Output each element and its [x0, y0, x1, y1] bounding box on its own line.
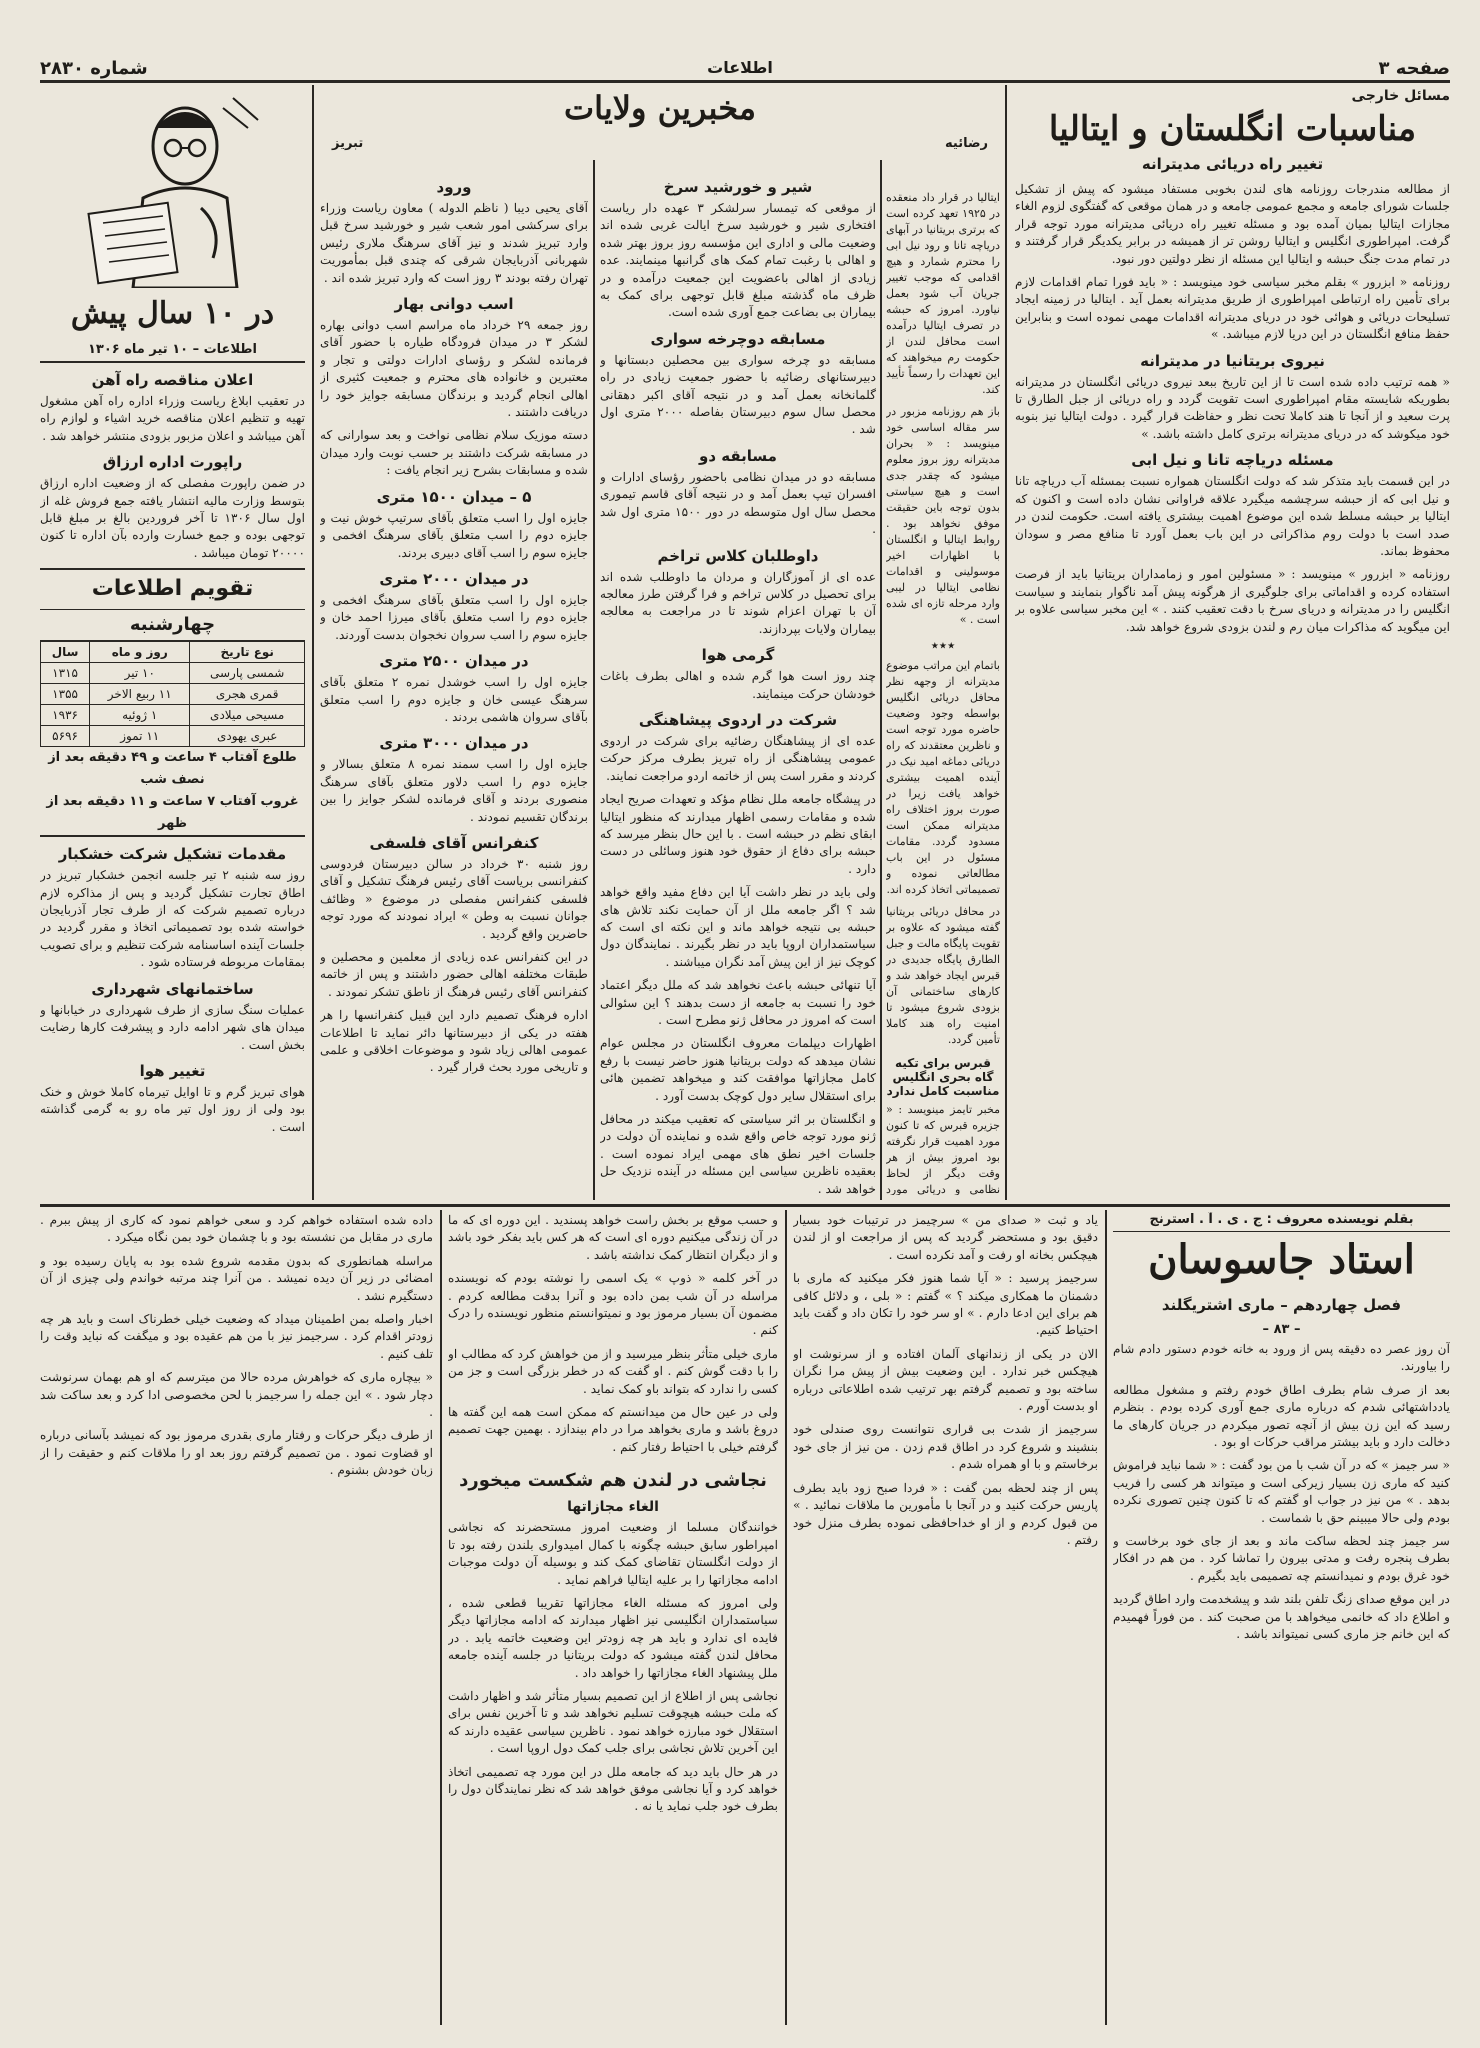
paragraph: در هر حال باید دید که جامعه ملل در این مورد چه تصمیمی اتخاذ خواهد کرد و آیا نجاشی موفق خواهد شد که نظر نمایندگان دول را بطرف خود جلب نماید یا نه . [448, 1764, 778, 1814]
column-divider [880, 160, 882, 1200]
paragraph: در این موقع صدای زنگ تلفن بلند شد و پیشخدمت وارد اطاق گردید و اطلاع داد که خانمی میخواهد با من صحبت کند . من فوراً فهمیدم که این خانم جز ماری کسی نمیتواند باشد . [1113, 1592, 1450, 1642]
paragraph: پس از چند لحظه بمن گفت : « فردا صبح زود باید بطرف پاریس حرکت کنید و در آنجا با مأمورین ما ملاقات نمائید . » من قبول کردم و از او خداحافظی نموده بطرف منزل خود رفتم . [793, 1480, 1098, 1547]
calendar-table [40, 641, 305, 747]
paragraph: جایزه اول را اسب سمند نمره ۸ متعلق بسالار و جایزه دوم را اسب دلاور متعلق بآقای سرهنگ منصوری بردند و آقای فرمانده لشکر جوایز را بین برندگان تقسیم نمودند . [320, 757, 588, 824]
serial-continuation-1 [793, 1212, 1098, 2032]
calendar-cell: ۱ ژوئیه [90, 705, 190, 726]
paragraph: و انگلستان بر اثر سیاستی که تعقیب میکند در محافل ژنو مورد توجه خاص واقع شده و نماینده آن دولت در جلسات اخیر نطق های مهمی ایراد نموده است . بعقیده ناظرین سیاسی این مسئله در آینده نزدیک حل خواهد شد . [600, 1112, 876, 1196]
paragraph: عده ای از آموزگاران و مردان ما داوطلب شده اند برای تحصیل در کلاس تراخم و فرا گرفتن طرز معالجه آن با تهران اعزام شوند تا در مراجعت به معالجه بیماران ولایات بپردازند. [600, 569, 876, 636]
serial-title: استاد جاسوسان [1148, 1236, 1415, 1283]
paragraph: در ضمن راپورت مفصلی که از وضعیت اداره ارزاق بتوسط وزارت مالیه انتشار یافته جمع فروش غله از اول سال ۱۳۰۶ تا آخر فروردین بالغ بر مبلغ قابل توجهی بوده و جمع خسارت وارده بآن اداره تا کنون ۲۰۰۰۰ تومان میباشد . [40, 476, 305, 560]
paragraph: روز شنبه ۳۰ خرداد در سالن دبیرستان فردوسی کنفرانسی بریاست آقای رئیس فرهنگ تشکیل و آقای فلسفی کنفرانس مفصلی در موضوع « وظائف جوانان نسبت به وطن » ایراد نمودند که مورد توجه حاضرین واقع گردید . [320, 856, 588, 941]
paragraph: از موقعی که تیمسار سرلشکر ۳ عهده دار ریاست افتخاری شیر و خورشید سرخ ایالت غربی شده اند وضعیت مالی و اداری این مؤسسه روز بروز بهتر شده و اهالی با رغبت تمام کمک های گرانبها مینمایند. عده زیادی از اهالی باعضویت این جمعیت درآمده و در ظرف ماه گذشته مبلغ قابل توجهی برای کمک به بیماران بی بضاعت جمع آوری شده است. [600, 201, 876, 320]
column-divider [1105, 1210, 1107, 2025]
paragraph: بعد از صرف شام بطرف اطاق خودم رفتم و مشغول مطالعه یادداشتهائی شدم که درباره ماری جمع آوری کرده بودم . بنظرم رسید که این زن بیش از آنچه تصور میکردم در جریان کارهای ما دخالت دارد و باید بیشتر مراقب حرکات او بود . [1113, 1382, 1450, 1450]
subhead: در میدان ۲۵۰۰ متری [379, 652, 529, 671]
paragraph: اظهارات دیپلمات معروف انگلستان در مجلس عوام نشان میدهد که دولت بریتانیا هنوز حاضر نیست با رفع کامل مجازاتها موافقت کند و میخواهد تضمین هائی برای استقلال سایر دول کوچک بدست آورد . [600, 1036, 876, 1103]
paragraph: روز سه شنبه ۲ تیر جلسه انجمن خشکبار تبریز در اطاق تجارت تشکیل گردید و پس از مذاکره لازم درباره تصمیم شرکت که از طرف تجار آذربایجان خواسته شده بود تصمیماتی اتخاذ و مقرر گردید در جلسات آینده اساسنامه شرکت تنظیم و برای تصویب بمقامات مربوطه فرستاده شود . [40, 868, 305, 970]
paragraph: سرجیمز از شدت بی قراری نتوانست روی صندلی خود بنشیند و شروع کرد در اطاق قدم زدن . من نیز از جای خود برخاستم و با او همراه شدم . [793, 1422, 1098, 1472]
subhead: مسابقه دو [699, 446, 777, 465]
paragraph: در این کنفرانس عده زیادی از معلمین و محصلین و طبقات مختلفه اهالی حضور داشتند و پس از خاتمه کنفرانس آقای رئیس فرهنگ از ناطق تشکر نمودند . [320, 950, 588, 999]
paragraph: باز هم روزنامه مزبور در سر مقاله اساسی خود مینویسد : « بحران مدیترانه روز بروز معلوم میشود که چقدر جدی است و هیچ سیاستی بدون توجه باین حقیقت موفق نخواهد بود . روابط ایتالیا و انگلستان با اظهارات اخیر موسولینی و اقدامات نظامی ایتالیا در لیبی وارد مرحله تازه ای شده است . » [886, 405, 1000, 626]
paragraph: هوای تبریز گرم و تا اوایل تیرماه کاملا خوش و خنک بود ولی از روز اول تیر ماه رو به گرمی گذاشته است . [40, 1084, 305, 1134]
paragraph: سرجیمز پرسید : « آیا شما هنوز فکر میکنید که ماری با دشمنان ما همکاری میکند ؟ » گفتم : « بلی ، و دلائل کافی هم برای این ادعا دارم . » او سر خود را تکان داد و گفت باید احتیاط کنیم. [793, 1271, 1098, 1338]
paragraph: عده ای از پیشاهنگان رضائیه برای شرکت در اردوی عمومی پیشاهنگی از راه تبریز بطرف مرکز حرکت کردند و مقرر است پس از خاتمه اردو مراجعت نمایند. [600, 733, 876, 783]
serial-byline: بقلم نویسنده معروف : ج . ی . آ . استرنج [1113, 1212, 1450, 1232]
column-divider [312, 85, 314, 1200]
section-label: تبریز [332, 136, 364, 151]
paragraph: از مطالعه مندرجات روزنامه های لندن بخوبی مستفاد میشود که پیش از تشکیل جلسات شورای جامعه و مجمع عمومی جامعه و در همان موقعی که گفتگوی لزوم الغاء مجازات ایتالیا بمیان آمده بود و مسئله تغییر راه دریائی مدیترانه مورد توجه قرار گرفت. امپراطوری انگلیس و ایتالیا روشن تر از همیشه در برابر یکدیگر قرار گرفتند و در تمام مدت جنگ حبشه و ایتالیا این مسئله از نظر دولتین دور نبود. [1015, 182, 1450, 266]
paragraph: در محافل دریائی بریتانیا گفته میشود که علاوه بر تقویت پایگاه مالت و جبل الطارق پایگاه جدیدی در قبرس ایجاد خواهد شد و کارهای ساختمانی آن بزودی شروع میشود تا امنیت راه هند کاملا تأمین گردد. [886, 905, 1000, 1046]
paragraph: نجاشی پس از اطلاع از این تصمیم بسیار متأثر شد و اظهار داشت که ملت حبشه هیچوقت تسلیم نخواهد شد و تا آخرین نفس برای استقلال خود مبارزه خواهد نمود . ناظرین سیاسی عقیده دارند که این آخرین تلاش نجاشی برای جلب کمک دول اروپا است . [448, 1688, 778, 1756]
subhead: ورود [436, 178, 472, 196]
calendar-cell: عبری یهودی [190, 726, 305, 747]
paragraph: الان در یکی از زندانهای آلمان افتاده و از سرنوشت او هیچکس خبر ندارد . این وضعیت بیش از پیش مرا نگران ساخته بود و تصمیم گرفتم بهر ترتیب شده اطلاعاتی درباره او بدست آورم . [793, 1346, 1098, 1414]
page-label: صفحه ۳ [1378, 58, 1450, 79]
subhead: در میدان ۲۰۰۰ متری [379, 569, 529, 588]
paragraph: « بیچاره ماری که خواهرش مرده حالا من میترسم که او هم بهمان سرنوشت دچار شود . » این جمله را سرجیمز با لحن مخصوصی ادا کرد و بعد ساکت شد . [40, 1370, 433, 1420]
subhead: ۵ – میدان ۱۵۰۰ متری [376, 487, 532, 506]
calendar-cell: ۱۳۱۵ [41, 663, 90, 684]
subhead: شیر و خورشید سرخ [663, 178, 813, 196]
paragraph: « سر جیمز » که در آن شب با من بود گفت : « شما نباید فراموش کنید که ماری زن بسیار زیرکی است و میتواند هر کسی را فریب بدهد . » من نیز در جواب او گفتم که تا کنون چنین تصوری نکرده بودم ولی حالا میبینم حق با شماست . [1113, 1458, 1450, 1525]
paragraph: و حسب موقع بر بخش راست خواهد پسندید . این دوره ای که ما در آن زندگی میکنیم دوره ای است که هر کس باید بفکر خود باشد و از دیگران انتظار کمک نداشته باشد . [448, 1213, 778, 1262]
subhead: ساختمانهای شهرداری [91, 979, 254, 998]
rezaieh-news [600, 170, 876, 1200]
calendar-cell: ۱۳۵۵ [41, 684, 90, 705]
paragraph: ولی در عین حال من میدانستم که ممکن است همه این گفته ها دروغ باشد و ماری بخواهد مرا در دام بیندازد . بهمین جهت تصمیم گرفتم خیلی با احتیاط رفتار کنم . [448, 1405, 778, 1454]
paragraph: خوانندگان مسلما از وضعیت امروز مستحضرند که نجاشی امپراطور سابق حبشه چگونه با کمال امیدواری بلندن رفته بود تا از دولت انگلستان تقاضای کمک کند و بوسیله آن دولت موجبات ادامه مجازاتها را بر علیه ایتالیا فراهم نماید . [448, 1520, 778, 1587]
history-date: اطلاعات – ۱۰ تیر ماه ۱۳۰۶ [40, 342, 305, 363]
subhead: داوطلبان کلاس تراخم [657, 546, 819, 565]
section-rule [40, 1204, 1450, 1207]
paragraph: آیا تنهائی حبشه باعث نخواهد شد که ملل دیگر اعتماد خود را نسبت به جامعه از دست بدهند ؟ این سئوالی است که امروز در محافل ژنو مطرح است . [600, 978, 876, 1028]
paragraph: چند روز است هوا گرم شده و اهالی بطرف باغات خودشان حرکت مینمایند. [600, 669, 876, 701]
sunset-time: غروب آفتاب ۷ ساعت و ۱۱ دقیقه بعد از ظهر [40, 791, 305, 837]
paragraph: در این قسمت باید متذکر شد که دولت انگلستان همواره نسبت بمسئله آب دریاچه تانا و نیل ابی که از حبشه سرچشمه میگیرد علاقه فراوانی نشان داده است و اکنون که ایتالیا بر حبشه مسلط شده این موضوع اهمیت بیشتری یافته است. حکومت لندن در صدد است با دولت روم مذاکراتی در این باب بعمل آورد تا منافع مصر و سودان محفوظ بماند. [1015, 474, 1450, 558]
article-england-italy [1015, 105, 1450, 1200]
paragraph: جایزه اول را اسب خوشدل نمره ۲ متعلق بآقای سرهنگ عیسی خان و جایزه دوم را اسب متعلق بآقای سروان هاشمی بردند . [320, 675, 588, 724]
paragraph: روزنامه « ابزرور » بقلم مخبر سیاسی خود مینویسد : « باید فورا تمام اقدامات لازم برای تأمین راه ارتباطی امپراطوری از طریق مدیترانه بعمل آید . ایتالیا در زمینه ایجاد تسلیحات دریائی و هوائی خود در دریای مدیترانه اقدامات مهمی نموده است و بنابراین حفظ منافع انگلستان در این دریا لازم میباشد. » [1015, 275, 1450, 342]
column-divider [1005, 85, 1007, 1200]
column-divider [593, 160, 595, 1200]
paragraph: از طرف دیگر حرکات و رفتار ماری بقدری مرموز بود که نمیشد بآسانی درباره او قضاوت نمود . من تصمیم گرفتم روز بعد او را ملاقات کنم و حقیقت را از زبان خودش بشنوم . [40, 1428, 433, 1478]
section-label: رضائیه [945, 136, 988, 151]
calendar-row [41, 705, 305, 726]
paragraph: دسته موزیک سلام نظامی نواخت و بعد سوارانی که در مسابقه شرکت داشتند بر حسب نوبت وارد میدان شده و مسابقات بشرح زیر انجام یافت : [320, 428, 588, 478]
paragraph: مراسله همانطوری که بدون مقدمه شروع شده بود به پایان رسیده بود و امضائی در زیر آن دیده نمیشد . من آنرا چند مرتبه خواندم ولی چیزی از آن دستگیرم نشد . [40, 1253, 433, 1303]
paragraph: مسابقه دو چرخه سواری بین محصلین دبستانها و دبیرستانهای رضائیه با حضور جمعیت زیادی در راه گلمانخانه بعمل آمد و در نتیجه آقای اکبر دهقانی محصل سال سوم دبیرستان بفاصله ۲۰۰۰ متری اول شد . [600, 352, 876, 437]
provinces-banner: مخبرین ولایات [564, 89, 756, 127]
negus-headline: نجاشی در لندن هم شکست میخورد [459, 1470, 767, 1492]
paragraph: ولی باید در نظر داشت آیا این دفاع مفید واقع خواهد شد ؟ اگر جامعه ملل از آن حمایت نکند تلاش های حبشه بی نتیجه خواهد ماند و این نکته ای است که سیاستمداران اروپا باید در نظر بگیرند . نمایندگان دول کوچک نیز از این پیش آمد نگران میباشند . [600, 885, 876, 969]
calendar-cell: قمری هجری [190, 684, 305, 705]
paragraph: ماری خیلی متأثر بنظر میرسید و از من خواهش کرد که مطالب او را با دقت گوش کنم . او گفت که در خطر بزرگی است و جز من کسی را ندارد که بتواند باو کمک نماید . [448, 1346, 778, 1396]
serial-continuation-3 [40, 1212, 433, 2032]
subhead: تغییر هوا [139, 1061, 206, 1080]
separator: ٭٭٭ [930, 636, 956, 654]
subhead: گرمی هوا [701, 646, 775, 665]
provinces-banner-area [322, 88, 998, 160]
paragraph: اخبار واصله بمن اطمینان میداد که وضعیت خیلی خطرناک است و باید هر چه زودتر اقدام کرد . سرجیمز نیز با من هم عقیده بود و میگفت که نباید وقت را تلف کنیم . [40, 1312, 433, 1361]
paragraph: آقای یحیی دیبا ( ناظم الدوله ) معاون ریاست وزراء برای سرکشی امور شعب شیر و خورشید سرخ قبل وارد تبریز شدند و نیز آقای سرهنگ ملاری رئیس شهربانی آذربایجان شرقی که چندی قبل بمأموریت تهران رفته بودند ۳ روز است که وارد تبریز شده اند . [320, 201, 588, 285]
subhead: تغییر راه دریائی مدیترانه [1141, 155, 1324, 173]
column-divider [785, 1210, 787, 2025]
tabriz-news [320, 170, 588, 1200]
negus-subhead: الغاء مجازاتها [567, 1499, 659, 1516]
masthead-rule [40, 80, 1450, 83]
calendar-cell: ۱۱ ربیع الاخر [90, 684, 190, 705]
calendar-cell: شمسی پارسی [190, 663, 305, 684]
calendar-row [41, 663, 305, 684]
paragraph: در تعقیب ابلاغ ریاست وزراء اداره راه آهن مشغول تهیه و تنظیم اعلان مناقصه خرید اشیاء و لوازم راه آهن میباشد و اعلان مزبور بزودی منتشر خواهد شد . [40, 394, 305, 443]
paragraph: باتمام این مراتب موضوع مدیترانه از وجهه نظر محافل دریائی انگلیس بواسطه وجود وضعیت حاضره مورد توجه است و ناظرین معتقدند که راه دریائی دماغه امید نیک در آینده اهمیت بیشتری خواهد یافت زیرا در صورت بروز اختلاف راه مدیترانه ممکن است مسدود گردد. مقامات مسئول در این باب مطالعاتی نموده و تصمیماتی اتخاذ کرده اند. [886, 659, 1000, 896]
calendar-row [41, 684, 305, 705]
paragraph: در پیشگاه جامعه ملل نظام مؤکد و تعهدات صریح ایجاد شده و مقامات رسمی اظهار میدارند که منظور ایتالیا ابقای نظم در حبشه است . با این حال بنظر میرسد که حبشه برای دفاع از حقوق خود هنوز وسائلی در دست دارد . [600, 792, 876, 876]
subhead: مسئله دریاچه تانا و نیل ابی [1131, 451, 1334, 470]
calendar-cell: ۱۰ تیر [90, 663, 190, 684]
paragraph: مسابقه دو در میدان نظامی باحضور رؤسای ادارات و افسران تیپ بعمل آمد و در نتیجه آقای قاسم تیموری محصل سال اول متوسطه در دور ۱۵۰۰ متری اول شد . [600, 469, 876, 537]
subhead: راپورت اداره ارزاق [102, 453, 243, 472]
serial-number: – ۸۳ – [1262, 1322, 1301, 1337]
subhead: مسابقه دوچرخه سواری [650, 329, 826, 348]
subhead: کنفرانس آقای فلسفی [369, 833, 539, 852]
paragraph: ولی امروز که مسئله الغاء مجازاتها تقریبا قطعی شده ، سیاستمداران انگلیسی نیز اظهار میدارند که ادامه مجازاتها دیگر فایده ای ندارد و باید هر چه زودتر این وضعیت خاتمه یابد . در محافل لندن گفته میشود که دولت بریتانیا در جلسه آینده جامعه ملل پیشنهاد الغاء مجازاتها را خواهد داد . [448, 1595, 778, 1680]
calendar-header: سال [41, 642, 90, 663]
paragraph: روز جمعه ۲۹ خرداد ماه مراسم اسب دوانی بهاره لشکر ۳ در میدان فرودگاه طیاره با حضور آقای فرمانده لشکر و رؤسای ادارات دولتی و تجار و معتبرین و خانواده های محترم و جمعیت کثیری از اهالی انجام گردید و برندگان مسابقه جوایز خود را دریافت داشتند . [320, 318, 588, 420]
paragraph: در آخر کلمه « ذوپ » یک اسمی را نوشته بودم که نویسنده مراسله در آن شب بمن داده بود و آنرا بدقت مطالعه کردم . مضمون آن بسیار مرموز بود و نمیتوانستم منظور نویسنده را درک کنم . [448, 1271, 778, 1338]
paragraph: عملیات سنگ سازی از طرف شهرداری در خیابانها و میدان های شهر ادامه دارد و پیشرفت کارها رضایت بخش است . [40, 1002, 305, 1052]
paper-name: اطلاعات [707, 58, 773, 77]
sunrise-time: طلوع آفتاب ۴ ساعت و ۴۹ دقیقه بعد از نصف شب [48, 750, 297, 788]
paragraph: اداره فرهنگ تصمیم دارد این قبیل کنفرانسها را هر هفته در یکی از دبیرستانها دائر نماید تا اطلاعات عمومی اهالی زیاد شود و موضوعات اخلاقی و علمی و تاریخی مورد بحث قرار گیرد . [320, 1008, 588, 1075]
paragraph: جایزه اول را اسب متعلق بآقای سرهنگ افخمی و جایزه دوم را اسب متعلق بآقای میرزا احمد خان و جایزه سوم را اسب سروان نخجوان بدست آوردند. [320, 592, 588, 642]
headline: مناسبات انگلستان و ایتالیا [1048, 109, 1417, 149]
paragraph: سر جیمز چند لحظه ساکت ماند و بعد از جای خود برخاست و بطرف پنجره رفت و مدتی بیرون را تماشا کرد . من هم در افکار خود غرق بودم و نمیدانستم چه تصمیمی باید بگیرم . [1113, 1534, 1450, 1583]
subhead: اعلان مناقصه راه آهن [91, 371, 254, 389]
article-continuation-narrow [886, 190, 1000, 1195]
serial-continuation-2 [448, 1212, 778, 2032]
calendar-day: چهارشنبه [40, 609, 305, 641]
paragraph: آن روز عصر ده دقیقه پس از ورود به خانه خودم دستور دادم شام را بیاورند. [1113, 1342, 1450, 1374]
paragraph: جایزه اول را اسب متعلق بآقای سرتیپ خوش نیت و جایزه دوم را اسب متعلق بآقای سرهنگ افخمی و جایزه سوم را اسب آقای دبیری بردند. [320, 510, 588, 560]
section-label: مسائل خارجی [1351, 88, 1450, 104]
calendar-cell: ۱۹۳۶ [41, 705, 90, 726]
subhead: قبرس برای تکیه گاه بحری انگلیس مناسبت کامل ندارد [886, 1056, 1000, 1098]
calendar-cell: ۱۱ تموز [90, 726, 190, 747]
subhead: نیروی بریتانیا در مدیترانه [1140, 351, 1325, 370]
calendar-header: روز و ماه [90, 642, 190, 663]
calendar-row [41, 726, 305, 747]
paragraph: روزنامه « ابزرور » مینویسد : « مسئولین امور و زمامداران بریتانیا باید از فرصت استفاده کرده و اقداماتی برای جلوگیری از هرگونه پیش آمد ناگوار بنمایند و سیاست انگلیس را در مدیترانه و دریای سرخ با دقت تعقیب کنند . » این مخبر سیاسی علاوه بر این میگوید که مذاکرات میان رم و لندن بزودی شروع خواهد شد. [1015, 567, 1450, 634]
subhead: اسب دوانی بهار [394, 295, 514, 314]
subhead: در میدان ۳۰۰۰ متری [379, 734, 529, 753]
column-divider [440, 1210, 442, 2025]
serial-story [1113, 1212, 1450, 2032]
calendar-cell: ۵۶۹۶ [41, 726, 90, 747]
calendar-cell: مسیحی میلادی [190, 705, 305, 726]
paragraph: ایتالیا در قرار داد منعقده در ۱۹۲۵ تعهد کرده است که برتری بریتانیا در آبهای دریاچه تانا و رود نیل ابی را محترم شمارد و هیچ اقدامی که موجب تغییر جریان آب شود بعمل نیاورد. امروز که حبشه در تصرف ایتالیا درآمده است محافل لندن از حکومت رم میخواهند که این تعهدات را رسماً تأیید کند. [886, 191, 1000, 396]
calendar-header: نوع تاریخ [190, 642, 305, 663]
paragraph: یاد و ثبت « صدای من » سرچیمز در ترتیبات خود بسیار دقیق بود و مستحضر گردید که پس از مراجعت او از لندن هیچکس بخانه او رفت و آمد نکرده است . [793, 1213, 1098, 1262]
subhead: شرکت در اردوی پیشاهنگی [638, 710, 838, 729]
paragraph: « همه ترتیب داده شده است تا از این تاریخ ببعد نیروی دریائی انگلستان در مدیترانه بطوریکه شایسته مقام امپراطوری است تقویت گردد و راه دریائی از جبل الطارق تا پرت سعید و از آنجا تا هند کاملا تحت نظر و حفاظت قرار گیرد . دولت ایتالیا نیز بنوبه خود میکوشد که در دریای مدیترانه برتری کامل داشته باشد. » [1015, 374, 1450, 441]
left-column [40, 88, 305, 1200]
calendar-title: تقویم اطلاعات [91, 576, 254, 602]
serial-chapter: فصل چهاردهم – ماری اشتریگلند [1161, 1296, 1402, 1314]
issue-label: شماره ۲۸۳۰ [40, 58, 148, 79]
paragraph: داده شده استفاده خواهم کرد و سعی خواهم نمود که کاری از پیش ببرم . ماری در مقابل من نشسته بود و با چشمان خود بمن نگاه میکرد . [40, 1213, 433, 1245]
subhead: مقدمات تشکیل شرکت خشکبار [58, 845, 287, 864]
reading-man-illustration [73, 88, 273, 288]
history-title: در ۱۰ سال پیش [70, 296, 275, 331]
paragraph: مخبر تایمز مینویسد : « جزیره قبرس که تا کنون مورد اهمیت قرار نگرفته بود امروز بیش از هر وقت دیگر از لحاظ نظامی و دریائی مورد [886, 1103, 1000, 1195]
